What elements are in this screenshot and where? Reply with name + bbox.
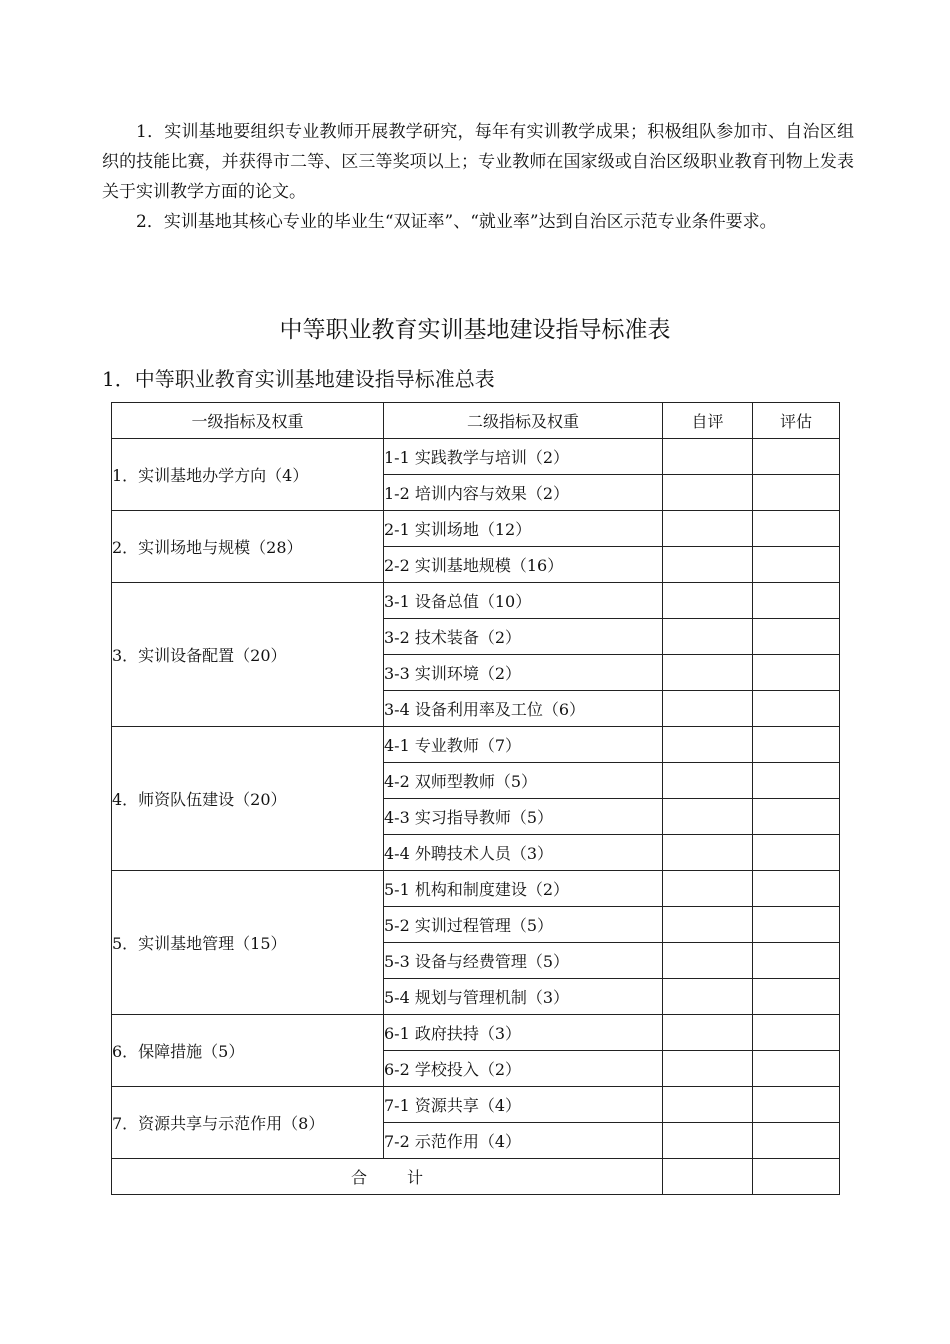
self-eval-cell[interactable]	[663, 871, 753, 907]
level2-indicator: 5-2 实训过程管理（5）	[384, 907, 663, 943]
level2-indicator: 6-2 学校投入（2）	[384, 1051, 663, 1087]
level1-indicator: 3．实训设备配置（20）	[112, 583, 384, 727]
self-eval-cell[interactable]	[663, 1123, 753, 1159]
self-eval-cell[interactable]	[663, 619, 753, 655]
table-header-row	[112, 403, 840, 439]
self-eval-cell[interactable]	[663, 511, 753, 547]
total-self-eval-cell[interactable]	[663, 1159, 753, 1195]
level2-indicator: 5-1 机构和制度建设（2）	[384, 871, 663, 907]
level2-indicator: 4-1 专业教师（7）	[384, 727, 663, 763]
self-eval-cell[interactable]	[663, 583, 753, 619]
eval-cell[interactable]	[753, 907, 840, 943]
paragraph-2: 2．实训基地其核心专业的毕业生“双证率”、“就业率”达到自治区示范专业条件要求。	[136, 212, 777, 232]
eval-cell[interactable]	[753, 871, 840, 907]
eval-cell[interactable]	[753, 943, 840, 979]
level2-indicator: 5-4 规划与管理机制（3）	[384, 979, 663, 1015]
level2-indicator: 4-3 实习指导教师（5）	[384, 799, 663, 835]
self-eval-cell[interactable]	[663, 1051, 753, 1087]
level2-indicator: 1-2 培训内容与效果（2）	[384, 475, 663, 511]
self-eval-cell[interactable]	[663, 835, 753, 871]
eval-cell[interactable]	[753, 439, 840, 475]
self-eval-cell[interactable]	[663, 943, 753, 979]
self-eval-cell[interactable]	[663, 439, 753, 475]
level2-indicator: 7-1 资源共享（4）	[384, 1087, 663, 1123]
level1-indicator: 1．实训基地办学方向（4）	[112, 439, 384, 511]
level1-indicator: 5．实训基地管理（15）	[112, 871, 384, 1015]
level2-indicator: 7-2 示范作用（4）	[384, 1123, 663, 1159]
self-eval-cell[interactable]	[663, 799, 753, 835]
total-char-1: 合	[350, 1168, 367, 1187]
eval-cell[interactable]	[753, 583, 840, 619]
table-subtitle: 1．中等职业教育实训基地建设指导标准总表	[102, 367, 495, 391]
standards-table	[111, 402, 840, 1195]
self-eval-cell[interactable]	[663, 547, 753, 583]
total-label	[112, 1159, 663, 1195]
self-eval-cell[interactable]	[663, 979, 753, 1015]
eval-cell[interactable]	[753, 1123, 840, 1159]
level1-indicator: 2．实训场地与规模（28）	[112, 511, 384, 583]
total-row	[112, 1159, 840, 1195]
table-row	[112, 871, 840, 907]
level2-indicator: 1-1 实践教学与培训（2）	[384, 439, 663, 475]
table-row	[112, 1015, 840, 1051]
self-eval-cell[interactable]	[663, 907, 753, 943]
level2-indicator: 3-3 实训环境（2）	[384, 655, 663, 691]
level2-indicator: 2-2 实训基地规模（16）	[384, 547, 663, 583]
eval-cell[interactable]	[753, 979, 840, 1015]
self-eval-cell[interactable]	[663, 727, 753, 763]
eval-cell[interactable]	[753, 799, 840, 835]
level2-indicator: 5-3 设备与经费管理（5）	[384, 943, 663, 979]
table-row	[112, 439, 840, 475]
paragraph-1: 1．实训基地要组织专业教师开展教学研究，每年有实训教学成果；积极组队参加市、自治区组织的技能比赛，并获得市二等、区三等奖项以上；专业教师在国家级或自治区级职业教育刊物上发表关于实训教学方面的论文。	[102, 122, 854, 202]
level2-indicator: 4-4 外聘技术人员（3）	[384, 835, 663, 871]
total-char-2: 计	[407, 1168, 424, 1187]
eval-cell[interactable]	[753, 619, 840, 655]
self-eval-cell[interactable]	[663, 1015, 753, 1051]
eval-cell[interactable]	[753, 1015, 840, 1051]
eval-cell[interactable]	[753, 547, 840, 583]
eval-cell[interactable]	[753, 691, 840, 727]
eval-cell[interactable]	[753, 475, 840, 511]
level1-indicator: 7．资源共享与示范作用（8）	[112, 1087, 384, 1159]
table-row	[112, 583, 840, 619]
table-row	[112, 1087, 840, 1123]
header-eval: 评估	[753, 403, 840, 439]
self-eval-cell[interactable]	[663, 1087, 753, 1123]
level2-indicator: 6-1 政府扶持（3）	[384, 1015, 663, 1051]
eval-cell[interactable]	[753, 1051, 840, 1087]
header-self-eval: 自评	[663, 403, 753, 439]
table-row	[112, 727, 840, 763]
eval-cell[interactable]	[753, 763, 840, 799]
header-level2: 二级指标及权重	[384, 403, 663, 439]
level2-indicator: 3-1 设备总值（10）	[384, 583, 663, 619]
level2-indicator: 3-4 设备利用率及工位（6）	[384, 691, 663, 727]
header-level1: 一级指标及权重	[112, 403, 384, 439]
eval-cell[interactable]	[753, 511, 840, 547]
level1-indicator: 4．师资队伍建设（20）	[112, 727, 384, 871]
level2-indicator: 4-2 双师型教师（5）	[384, 763, 663, 799]
self-eval-cell[interactable]	[663, 691, 753, 727]
self-eval-cell[interactable]	[663, 763, 753, 799]
eval-cell[interactable]	[753, 655, 840, 691]
level2-indicator: 2-1 实训场地（12）	[384, 511, 663, 547]
table-row	[112, 511, 840, 547]
self-eval-cell[interactable]	[663, 475, 753, 511]
level1-indicator: 6．保障措施（5）	[112, 1015, 384, 1087]
eval-cell[interactable]	[753, 727, 840, 763]
total-eval-cell[interactable]	[753, 1159, 840, 1195]
level2-indicator: 3-2 技术装备（2）	[384, 619, 663, 655]
eval-cell[interactable]	[753, 835, 840, 871]
document-title: 中等职业教育实训基地建设指导标准表	[279, 317, 671, 343]
eval-cell[interactable]	[753, 1087, 840, 1123]
table-body	[112, 439, 840, 1159]
self-eval-cell[interactable]	[663, 655, 753, 691]
